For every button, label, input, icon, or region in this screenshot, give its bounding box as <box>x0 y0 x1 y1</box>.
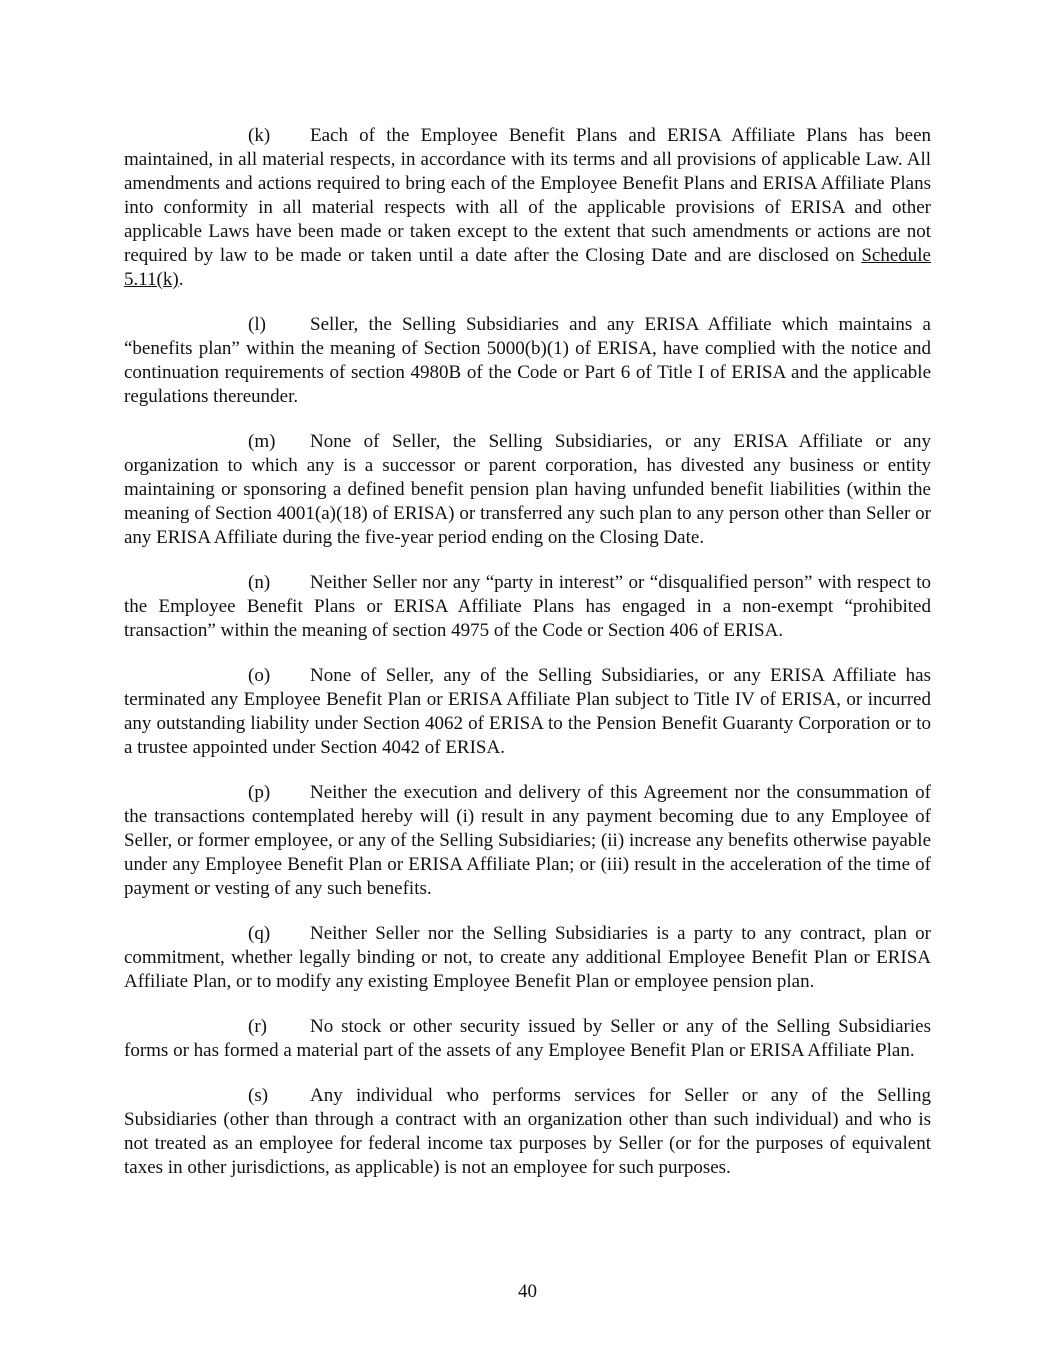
paragraph-suffix: . <box>178 269 184 290</box>
paragraph-k <box>124 124 931 292</box>
paragraph-label: (q) <box>248 923 271 944</box>
schedule-reference-link[interactable]: Schedule 5.11(k) <box>124 245 931 290</box>
paragraph-label: (o) <box>248 665 271 686</box>
paragraph-p <box>124 781 931 901</box>
paragraph-text: No stock or other security issued by Seller or any of the Selling Subsidiaries forms or has formed a material part of the assets of any Employee Benefit Plan or ERISA Affiliate Plan. <box>124 1016 931 1061</box>
paragraph-text: Neither the execution and delivery of this Agreement nor the consummation of the transactions contemplated hereby will (i) result in any payment becoming due to any Employee of Seller, or former employee, or any of the Selling Subsidiaries; (ii) increase any benefits otherwise payable under any Employee Benefit Plan or ERISA Affiliate Plan; or (iii) result in the acceleration of the time of payment or vesting of any such benefits. <box>124 782 931 899</box>
page-number: 40 <box>518 1281 537 1302</box>
paragraph-q <box>124 922 931 994</box>
paragraph-s <box>124 1084 931 1180</box>
paragraph-l <box>124 313 931 409</box>
paragraph-text: None of Seller, the Selling Subsidiaries, or any ERISA Affiliate or any organization to which any is a successor or parent corporation, has divested any business or entity maintaining or sponsoring a defined benefit pension plan having unfunded benefit liabilities (within the meaning of Section 4001(a)(18) of ERISA) or transferred any such plan to any person other than Seller or any ERISA Affiliate during the five-year period ending on the Closing Date. <box>124 431 931 548</box>
paragraph-label: (k) <box>248 125 271 146</box>
paragraph-label: (r) <box>248 1016 267 1037</box>
paragraph-label: (m) <box>248 431 276 452</box>
paragraph-text: None of Seller, any of the Selling Subsidiaries, or any ERISA Affiliate has terminated any Employee Benefit Plan or ERISA Affiliate Plan subject to Title IV of ERISA, or incurred any outstanding liability under Section 4062 of ERISA to the Pension Benefit Guaranty Corporation or to a trustee appointed under Section 4042 of ERISA. <box>124 665 931 758</box>
paragraph-label: (n) <box>248 572 271 593</box>
paragraph-n <box>124 571 931 643</box>
paragraph-text: Any individual who performs services for Seller or any of the Selling Subsidiaries (other than through a contract with an organization other than such individual) and who is not treated as an employee for federal income tax purposes by Seller (or for the purposes of equivalent taxes in other jurisdictions, as applicable) is not an employee for such purposes. <box>124 1085 931 1178</box>
paragraph-label: (s) <box>248 1085 269 1106</box>
paragraph-label: (l) <box>248 314 266 335</box>
paragraph-text: Neither Seller nor any “party in interest” or “disqualified person” with respect to the Employee Benefit Plans or ERISA Affiliate Plans has engaged in a non-exempt “prohibited transaction” within the meaning of section 4975 of the Code or Section 406 of ERISA. <box>124 572 931 641</box>
paragraph-o <box>124 664 931 760</box>
paragraph-text: Each of the Employee Benefit Plans and ERISA Affiliate Plans has been maintained, in all material respects, in accordance with its terms and all provisions of applicable Law. All amendments and actions required to bring each of the Employee Benefit Plans and ERISA Affiliate Plans into conformity in all material respects with all of the applicable provisions of ERISA and other applicable Laws have been made or taken except to the extent that such amendments or actions are not required by law to be made or taken until a date after the Closing Date and are disclosed on <box>124 125 931 266</box>
paragraph-text: Neither Seller nor the Selling Subsidiaries is a party to any contract, plan or commitment, whether legally binding or not, to create any additional Employee Benefit Plan or ERISA Affiliate Plan, or to modify any existing Employee Benefit Plan or employee pension plan. <box>124 923 931 992</box>
paragraph-r <box>124 1015 931 1063</box>
paragraph-text: Seller, the Selling Subsidiaries and any ERISA Affiliate which maintains a “benefits plan” within the meaning of Section 5000(b)(1) of ERISA, have complied with the notice and continuation requirements of section 4980B of the Code or Part 6 of Title I of ERISA and the applicable regulations thereunder. <box>124 314 931 407</box>
paragraph-label: (p) <box>248 782 271 803</box>
document-body <box>124 124 931 1201</box>
paragraph-m <box>124 430 931 550</box>
